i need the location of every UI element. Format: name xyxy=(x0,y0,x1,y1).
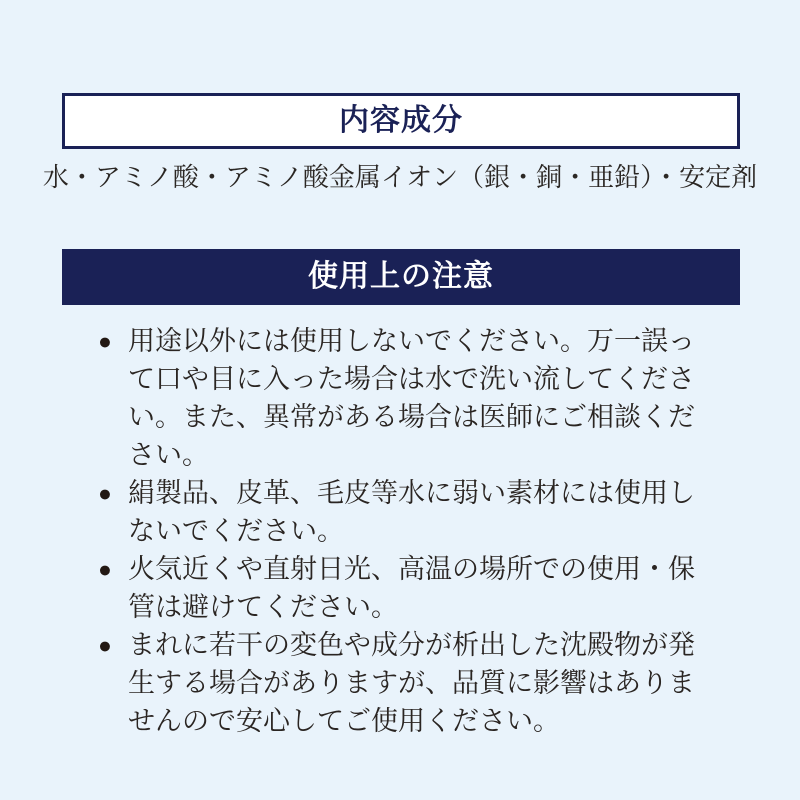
ingredients-title: 内容成分 xyxy=(339,104,463,137)
precaution-text: 絹製品、皮革、毛皮等水に弱い素材には使用しないでください。 xyxy=(128,478,695,546)
bullet-icon: ● xyxy=(98,328,112,354)
ingredients-header-box xyxy=(62,93,740,149)
precaution-text: 火気近くや直射日光、高温の場所での使用・保管は避けてください。 xyxy=(128,554,695,622)
precautions-header-bar xyxy=(62,249,740,305)
precaution-item xyxy=(98,626,714,740)
ingredients-content: 水・アミノ酸・アミノ酸金属イオン（銀・銅・亜鉛）・安定剤 xyxy=(42,162,758,192)
bullet-icon: ● xyxy=(98,556,112,582)
precaution-item xyxy=(98,474,714,550)
precaution-item xyxy=(98,322,714,474)
precaution-text: まれに若干の変色や成分が析出した沈殿物が発生する場合がありますが、品質に影響はありませんので安心してご使用ください。 xyxy=(128,630,695,736)
bullet-icon: ● xyxy=(98,632,112,658)
precaution-item xyxy=(98,550,714,626)
precautions-list xyxy=(98,322,714,740)
precaution-text: 用途以外には使用しないでください。万一誤って口や目に入った場合は水で洗い流してください。また、異常がある場合は医師にご相談ください。 xyxy=(128,326,695,470)
bullet-icon: ● xyxy=(98,480,112,506)
precautions-title: 使用上の注意 xyxy=(308,260,494,293)
